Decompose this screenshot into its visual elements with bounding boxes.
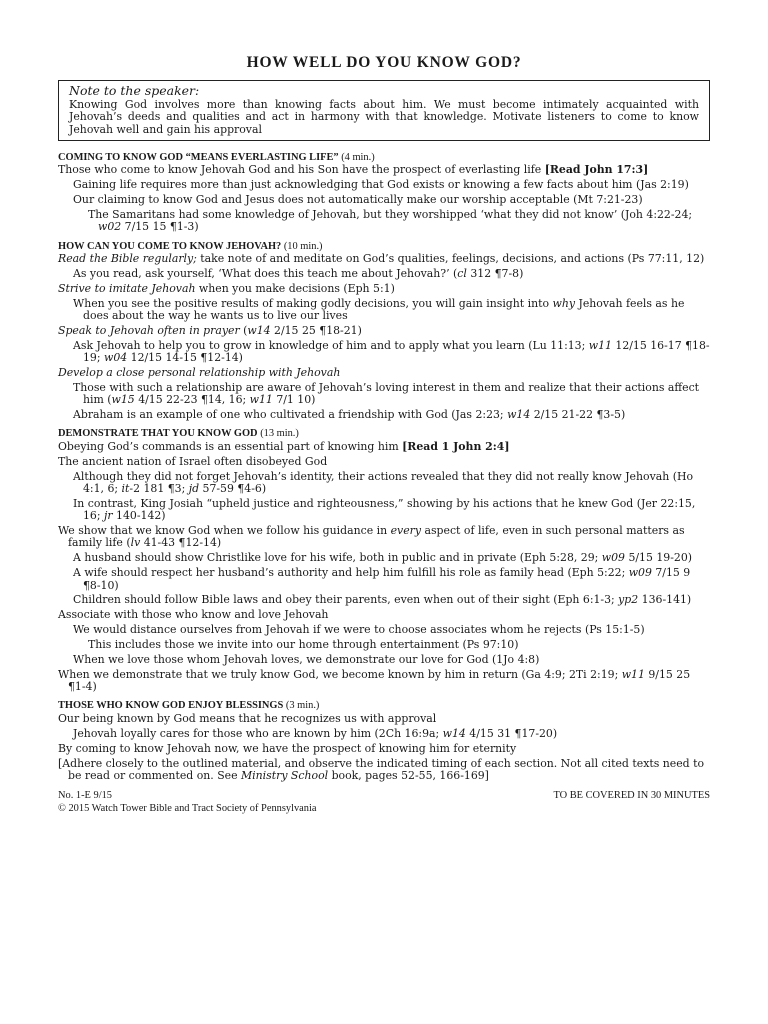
outline-point: Develop a close personal relationship with Jehovah [58, 366, 341, 380]
outline-point: Strive to imitate Jehovah when you make decisions (Eph 5:1) [58, 281, 395, 295]
outline-point: The ancient nation of Israel often disobeyed God [58, 454, 328, 468]
outline-sections [58, 152, 710, 782]
outline-point: Our claiming to know God and Jesus does not automatically make our worship acceptable (Mt 7:21-23) [73, 193, 643, 207]
outline-point: Speak to Jehovah often in prayer (w14 2/15 25 ¶18-21) [58, 324, 362, 338]
outline-point: When we love those whom Jehovah loves, we demonstrate our love for God (1Jo 4:8) [73, 652, 540, 666]
section-time: (13 min.) [260, 428, 299, 440]
section-time: (3 min.) [285, 700, 320, 712]
section-title: HOW CAN YOU COME TO KNOW JEHOVAH? [58, 240, 282, 252]
outline-point: By coming to know Jehovah now, we have the prospect of knowing him for eternity [58, 741, 517, 755]
outline-point: Ask Jehovah to help you to grow in knowledge of him and to apply what you learn (Lu 11:13; w11 12/15 16-17 ¶18-19; w04 12/15 14-15 ¶12-14) [73, 338, 710, 365]
outline-point: A wife should respect her husband’s authority and help him fulfill his role as family head (Eph 5:22; w09 7/15 9 ¶8-10) [73, 566, 691, 592]
outline-number: No. 1-E 9/15 [58, 790, 112, 802]
outline-point: A husband should show Christlike love for his wife, both in public and in private (Eph 5:28, 29; w09 5/15 19-20) [73, 551, 693, 565]
outline-point: Abraham is an example of one who cultivated a friendship with God (Jas 2:23; w14 2/15 21-22 ¶3-5) [73, 408, 626, 422]
outline-point: Those who come to know Jehovah God and his Son have the prospect of everlasting life [Read John 17:3] [58, 163, 649, 177]
outline-point: Read the Bible regularly; take note of and meditate on God’s qualities, feelings, decisions, and actions (Ps 77:11, 12) [58, 252, 705, 266]
outline-point: We would distance ourselves from Jehovah if we were to choose associates whom he rejects (Ps 15:1-5) [73, 623, 645, 637]
outline-point: Jehovah loyally cares for those who are known by him (2Ch 16:9a; w14 4/15 31 ¶17-20) [73, 726, 558, 740]
outline-point: Although they did not forget Jehovah’s identity, their actions revealed that they did not really know Jehovah (Ho 4:1, 6; it-2 181 ¶3; jd 57-59 ¶4-6) [73, 469, 693, 496]
coverage-time: TO BE COVERED IN 30 MINUTES [553, 790, 710, 802]
outline-point: We show that we know God when we follow his guidance in every aspect of life, even in such personal matters as family life (lv 41-43 ¶12-14) [58, 524, 685, 550]
outline-page [58, 50, 710, 815]
outline-point: Children should follow Bible laws and obey their parents, even when out of their sight (Eph 6:1-3; yp2 136-141) [73, 593, 692, 607]
copyright: © 2015 Watch Tower Bible and Tract Society of Pennsylvania [58, 802, 317, 814]
section-title: THOSE WHO KNOW GOD ENJOY BLESSINGS [58, 700, 284, 712]
note-title: Note to the speaker: [69, 83, 200, 98]
outline-point: Gaining life requires more than just acknowledging that God exists or knowing a few facts about him (Jas 2:19) [73, 178, 689, 192]
outline-point: When we demonstrate that we truly know God, we become known by him in return (Ga 4:9; 2Ti 2:19; w11 9/15 25 ¶1-4) [58, 667, 691, 694]
footer [58, 790, 710, 815]
outline-point: The Samaritans had some knowledge of Jehovah, but they worshipped ‘what they did not know’ (Joh 4:22-24; w02 7/15 15 ¶1-3) [88, 208, 693, 234]
speaker-note-box [58, 80, 710, 141]
outline-point: As you read, ask yourself, ‘What does this teach me about Jehovah?’ (cl 312 ¶7-8) [73, 267, 524, 281]
page-title: HOW WELL DO YOU KNOW GOD? [246, 54, 522, 71]
outline-point: When you see the positive results of making godly decisions, you will gain insight into why Jehovah feels as he does about the way he wants us to live our lives [73, 296, 685, 323]
section-time: (4 min.) [341, 151, 375, 163]
outline-point: Associate with those who know and love Jehovah [58, 608, 329, 622]
outline-point: [Adhere closely to the outlined material, and observe the indicated timing of each section. Not all cited texts need to be read or commented on. See Ministry School book, pages 52-55, 166-169] [58, 756, 705, 782]
section-title: DEMONSTRATE THAT YOU KNOW GOD [58, 428, 258, 440]
section-title: COMING TO KNOW GOD “MEANS EVERLASTING LIFE” [58, 151, 339, 163]
note-body: Knowing God involves more than knowing facts about him. We must become intimately acquainted with Jehovah’s deeds and qualities and act in harmony with that knowledge. Motivate listeners to come to know Jehovah well and gain his approval [69, 98, 699, 136]
section-time: (10 min.) [283, 240, 323, 252]
outline-point: In contrast, King Josiah “upheld justice and righteousness,” showing by his actions that he knew God (Jer 22:15, 16; jr 140-142) [73, 496, 696, 523]
outline-point: Those with such a relationship are aware of Jehovah’s loving interest in them and realize that their actions affect him (w15 4/15 22-23 ¶14, 16; w11 7/1 10) [73, 380, 700, 407]
outline-point: Our being known by God means that he recognizes us with approval [58, 711, 437, 725]
outline-point: This includes those we invite into our home through entertainment (Ps 97:10) [88, 638, 519, 652]
outline-point: Obeying God’s commands is an essential part of knowing him [Read 1 John 2:4] [58, 439, 510, 453]
